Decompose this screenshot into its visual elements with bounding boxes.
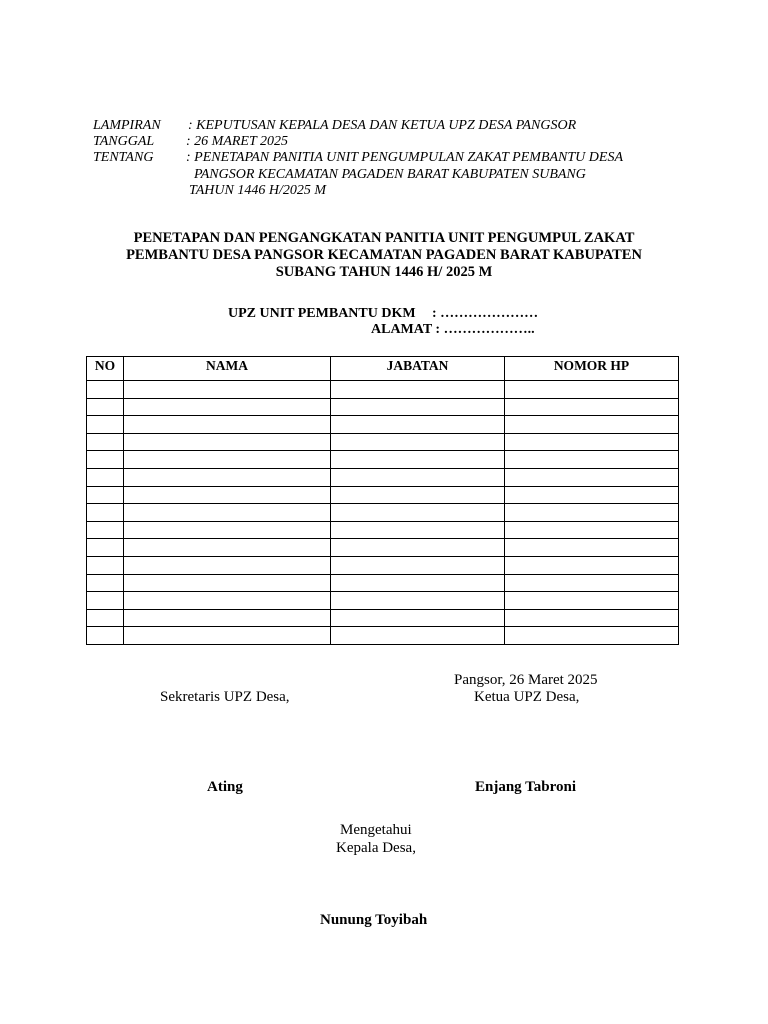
table-row — [87, 468, 679, 486]
cell-jabatan — [331, 592, 505, 610]
table-row — [87, 398, 679, 416]
cell-nama — [124, 609, 331, 627]
ketua-name: Enjang Tabroni — [475, 779, 577, 795]
cell-nama — [124, 398, 331, 416]
table-row — [87, 556, 679, 574]
table-row — [87, 433, 679, 451]
cell-no — [87, 468, 124, 486]
cell-nama — [124, 539, 331, 557]
lampiran-label: LAMPIRAN — [93, 118, 161, 133]
sekretaris-name: Ating — [207, 779, 243, 795]
cell-nama — [124, 627, 331, 645]
dkm-label: UPZ UNIT PEMBANTU DKM — [228, 306, 416, 321]
cell-no — [87, 609, 124, 627]
cell-nama — [124, 556, 331, 574]
cell-no — [87, 433, 124, 451]
table-row — [87, 451, 679, 469]
lampiran-value: : KEPUTUSAN KEPALA DESA DAN KETUA UPZ DESA PANGSOR — [188, 118, 577, 133]
cell-no — [87, 556, 124, 574]
table-row — [87, 627, 679, 645]
cell-no — [87, 504, 124, 522]
title-line3: SUBANG TAHUN 1446 H/ 2025 M — [275, 264, 493, 280]
cell-no — [87, 521, 124, 539]
cell-nomor-hp — [505, 521, 679, 539]
tanggal-value: : 26 MARET 2025 — [186, 134, 289, 149]
cell-nomor-hp — [505, 451, 679, 469]
cell-no — [87, 398, 124, 416]
table-row — [87, 592, 679, 610]
cell-nomor-hp — [505, 609, 679, 627]
cell-nama — [124, 574, 331, 592]
title-line1: PENETAPAN DAN PENGANGKATAN PANITIA UNIT PENGUMPUL ZAKAT — [133, 230, 635, 246]
cell-nomor-hp — [505, 574, 679, 592]
place-date: Pangsor, 26 Maret 2025 — [454, 672, 598, 688]
cell-nama — [124, 433, 331, 451]
table-header-row — [87, 357, 679, 381]
cell-no — [87, 539, 124, 557]
table-row — [87, 609, 679, 627]
table-row — [87, 539, 679, 557]
cell-nomor-hp — [505, 556, 679, 574]
cell-jabatan — [331, 398, 505, 416]
cell-jabatan — [331, 627, 505, 645]
tentang-label: TENTANG — [93, 150, 154, 165]
cell-nama — [124, 592, 331, 610]
cell-nama — [124, 451, 331, 469]
cell-jabatan — [331, 486, 505, 504]
cell-jabatan — [331, 521, 505, 539]
cell-nomor-hp — [505, 433, 679, 451]
cell-nama — [124, 416, 331, 434]
table-row — [87, 504, 679, 522]
kepala-desa-name: Nunung Toyibah — [320, 912, 428, 928]
cell-no — [87, 486, 124, 504]
committee-table — [86, 356, 679, 645]
cell-no — [87, 451, 124, 469]
cell-nomor-hp — [505, 468, 679, 486]
cell-nama — [124, 468, 331, 486]
cell-jabatan — [331, 381, 505, 399]
table-row — [87, 521, 679, 539]
column-header-nama: NAMA — [124, 357, 331, 381]
cell-no — [87, 592, 124, 610]
cell-jabatan — [331, 556, 505, 574]
column-header-jabatan: JABATAN — [331, 357, 505, 381]
cell-nomor-hp — [505, 486, 679, 504]
cell-jabatan — [331, 504, 505, 522]
cell-nomor-hp — [505, 398, 679, 416]
cell-jabatan — [331, 416, 505, 434]
table-row — [87, 381, 679, 399]
cell-nomor-hp — [505, 416, 679, 434]
title-line2: PEMBANTU DESA PANGSOR KECAMATAN PAGADEN BARAT KABUPATEN — [126, 247, 642, 263]
cell-nama — [124, 504, 331, 522]
column-header-nomor-hp: NOMOR HP — [505, 357, 679, 381]
cell-jabatan — [331, 539, 505, 557]
cell-nama — [124, 486, 331, 504]
cell-nama — [124, 521, 331, 539]
kepala-desa-title: Kepala Desa, — [336, 840, 416, 856]
cell-nama — [124, 381, 331, 399]
column-header-no: NO — [87, 357, 124, 381]
cell-no — [87, 574, 124, 592]
table-row — [87, 486, 679, 504]
cell-nomor-hp — [505, 539, 679, 557]
cell-no — [87, 381, 124, 399]
cell-jabatan — [331, 574, 505, 592]
cell-jabatan — [331, 468, 505, 486]
cell-nomor-hp — [505, 504, 679, 522]
cell-no — [87, 627, 124, 645]
alamat-line: ALAMAT : ……………….. — [371, 322, 535, 337]
tentang-value-line1: : PENETAPAN PANITIA UNIT PENGUMPULAN ZAKAT PEMBANTU DESA — [186, 150, 624, 165]
tanggal-label: TANGGAL — [93, 134, 155, 149]
dkm-value: : ………………… — [432, 306, 539, 321]
cell-nomor-hp — [505, 592, 679, 610]
ketua-title: Ketua UPZ Desa, — [474, 689, 580, 705]
mengetahui-label: Mengetahui — [340, 822, 412, 838]
table-row — [87, 574, 679, 592]
cell-jabatan — [331, 451, 505, 469]
cell-jabatan — [331, 433, 505, 451]
cell-jabatan — [331, 609, 505, 627]
cell-nomor-hp — [505, 627, 679, 645]
table-row — [87, 416, 679, 434]
tentang-value-line2: PANGSOR KECAMATAN PAGADEN BARAT KABUPATEN SUBANG — [194, 167, 586, 182]
sekretaris-title: Sekretaris UPZ Desa, — [160, 689, 290, 705]
tentang-value-line3: TAHUN 1446 H/2025 M — [189, 183, 327, 198]
cell-no — [87, 416, 124, 434]
cell-nomor-hp — [505, 381, 679, 399]
